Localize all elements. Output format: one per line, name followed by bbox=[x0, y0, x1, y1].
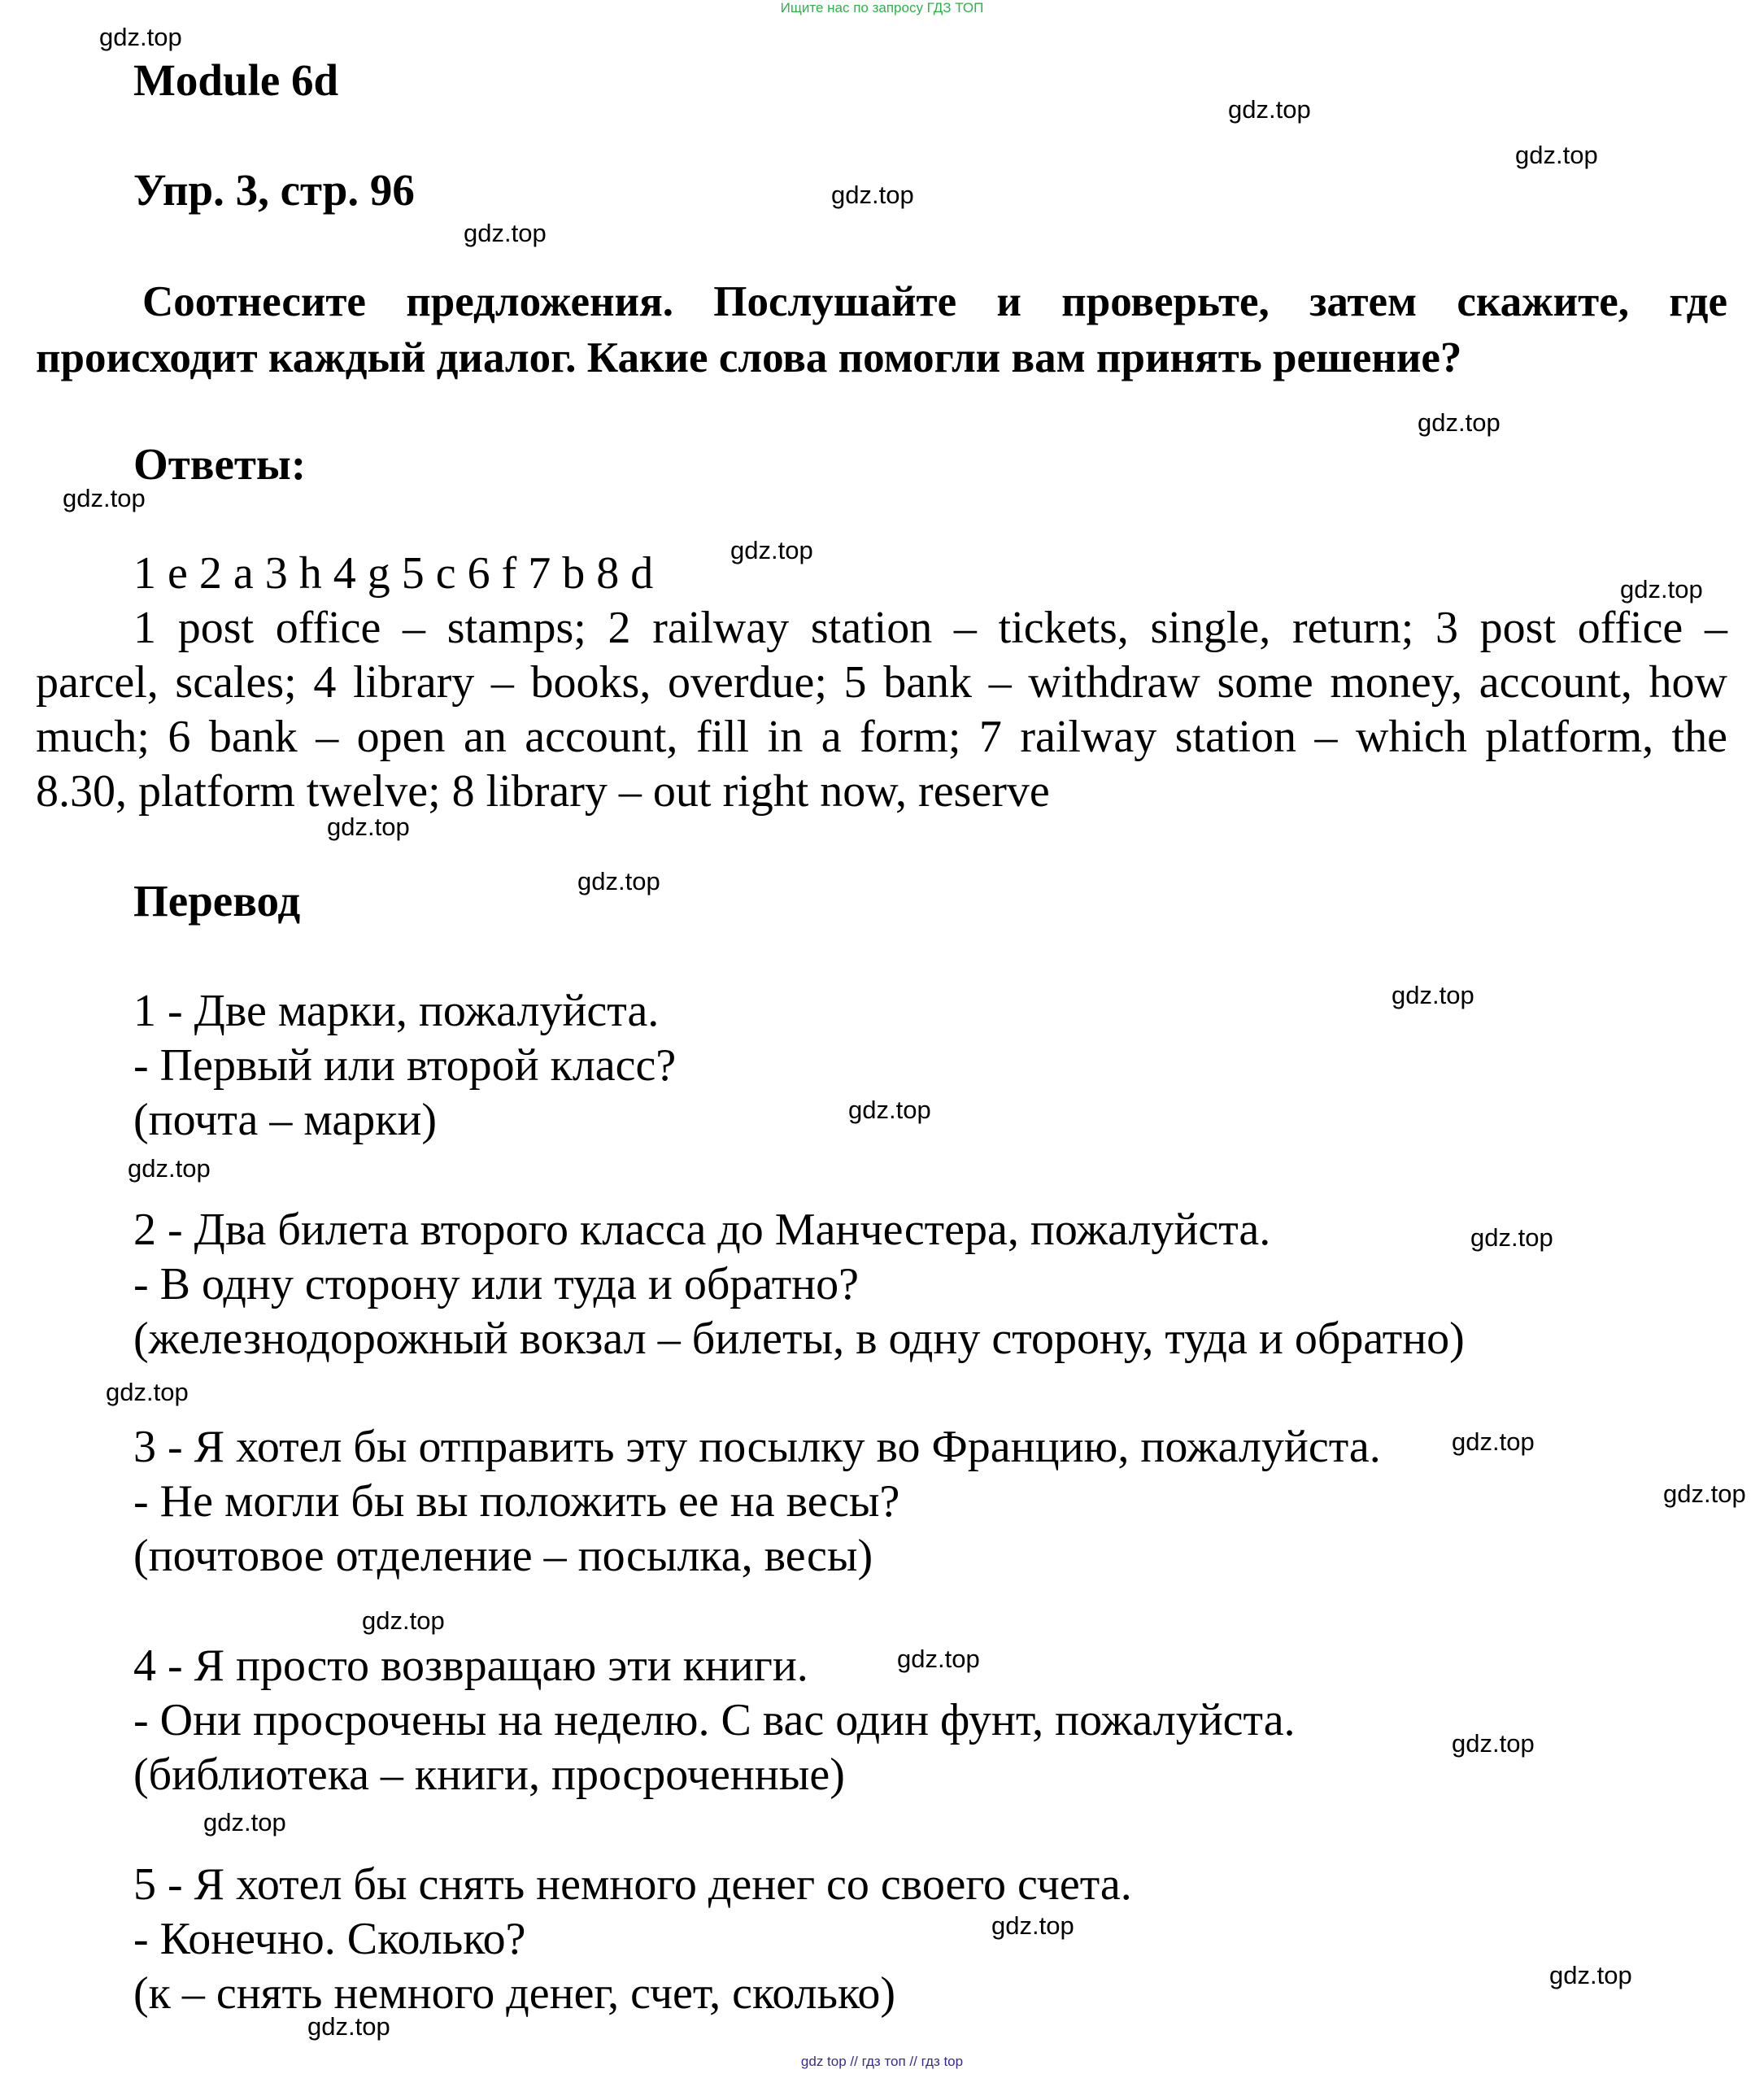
watermark: gdz.top bbox=[730, 536, 813, 564]
task-instructions bbox=[36, 274, 1727, 386]
watermark: gdz.top bbox=[106, 1378, 189, 1406]
watermark: gdz.top bbox=[1392, 981, 1474, 1009]
watermark: gdz.top bbox=[464, 219, 547, 247]
dialog-line: - В одну сторону или туда и обратно? bbox=[133, 1259, 860, 1309]
watermark: gdz.top bbox=[362, 1606, 445, 1635]
watermark: gdz.top bbox=[1620, 575, 1703, 603]
answers-line: 8.30, platform twelve; 8 library – out right now, reserve bbox=[36, 766, 1050, 817]
dialog-line: - Первый или второй класс? bbox=[133, 1040, 677, 1091]
watermark: gdz.top bbox=[848, 1096, 931, 1124]
watermark: gdz.top bbox=[99, 23, 182, 51]
watermark: gdz.top bbox=[577, 867, 660, 895]
watermark: gdz.top bbox=[307, 2012, 390, 2041]
watermark: gdz.top bbox=[991, 1911, 1074, 1940]
watermark: gdz.top bbox=[1418, 408, 1500, 437]
answers-line: much; 6 bank – open an account, fill in a form; 7 railway station – which platform, the bbox=[36, 712, 1727, 762]
answers-matching: 1 e 2 a 3 h 4 g 5 c 6 f 7 b 8 d bbox=[133, 548, 654, 599]
watermark: gdz.top bbox=[327, 813, 410, 841]
dialog-2 bbox=[133, 1203, 1465, 1366]
dialog-line: (к – снять немного денег, счет, сколько) bbox=[133, 1968, 896, 2019]
exercise-reference: Упр. 3, стр. 96 bbox=[133, 165, 415, 215]
dialog-5 bbox=[133, 1858, 1132, 2021]
answers-line: 1 post office – stamps; 2 railway station – tickets, single, return; 3 post office – bbox=[133, 603, 1727, 653]
watermark: gdz.top bbox=[1515, 141, 1598, 169]
watermark: gdz.top bbox=[1452, 1729, 1535, 1758]
watermark: gdz.top bbox=[1452, 1427, 1535, 1456]
dialog-line: (библиотека – книги, просроченные) bbox=[133, 1749, 845, 1800]
watermark: gdz.top bbox=[1228, 95, 1311, 124]
top-banner: Ищите нас по запросу ГДЗ ТОП bbox=[780, 0, 984, 15]
dialog-1 bbox=[133, 984, 676, 1148]
watermark: gdz.top bbox=[128, 1154, 211, 1183]
dialog-line: 4 - Я просто возвращаю эти книги. bbox=[133, 1640, 808, 1691]
watermark: gdz.top bbox=[63, 484, 146, 512]
dialog-line: 3 - Я хотел бы отправить эту посылку во Францию, пожалуйста. bbox=[133, 1422, 1381, 1472]
dialog-4 bbox=[133, 1639, 1296, 1802]
dialog-line: 5 - Я хотел бы снять немного денег со своего счета. bbox=[133, 1859, 1132, 1910]
bottom-banner: gdz top // гдз топ // гдз top bbox=[800, 2054, 964, 2069]
task-line: происходит каждый диалог. Какие слова помогли вам принять решение? bbox=[36, 334, 1462, 381]
answers-line: parcel, scales; 4 library – books, overdue; 5 bank – withdraw some money, account, how bbox=[36, 657, 1727, 708]
dialog-line: - Не могли бы вы положить ее на весы? bbox=[133, 1476, 900, 1527]
dialog-line: - Конечно. Сколько? bbox=[133, 1914, 526, 1964]
watermark: gdz.top bbox=[1663, 1479, 1746, 1508]
dialog-line: - Они просрочены на неделю. С вас один фунт, пожалуйста. bbox=[133, 1695, 1296, 1745]
answers-explanation bbox=[36, 601, 1727, 819]
dialog-line: 1 - Две марки, пожалуйста. bbox=[133, 986, 660, 1036]
watermark: gdz.top bbox=[831, 181, 914, 209]
dialog-line: (железнодорожный вокзал – билеты, в одну сторону, туда и обратно) bbox=[133, 1314, 1465, 1364]
watermark: gdz.top bbox=[203, 1808, 286, 1837]
dialog-3 bbox=[133, 1420, 1381, 1584]
translation-heading: Перевод bbox=[133, 876, 301, 926]
answers-heading: Ответы: bbox=[133, 439, 307, 489]
dialog-line: (почтовое отделение – посылка, весы) bbox=[133, 1531, 873, 1581]
module-title: Module 6d bbox=[133, 55, 339, 105]
dialog-line: 2 - Два билета второго класса до Манчестера, пожалуйста. bbox=[133, 1205, 1271, 1255]
dialog-line: (почта – марки) bbox=[133, 1095, 438, 1145]
watermark: gdz.top bbox=[897, 1645, 980, 1673]
watermark: gdz.top bbox=[1549, 1961, 1632, 1989]
watermark: gdz.top bbox=[1470, 1223, 1553, 1252]
task-line: Соотнесите предложения. Послушайте и проверьте, затем скажите, где bbox=[142, 278, 1727, 325]
